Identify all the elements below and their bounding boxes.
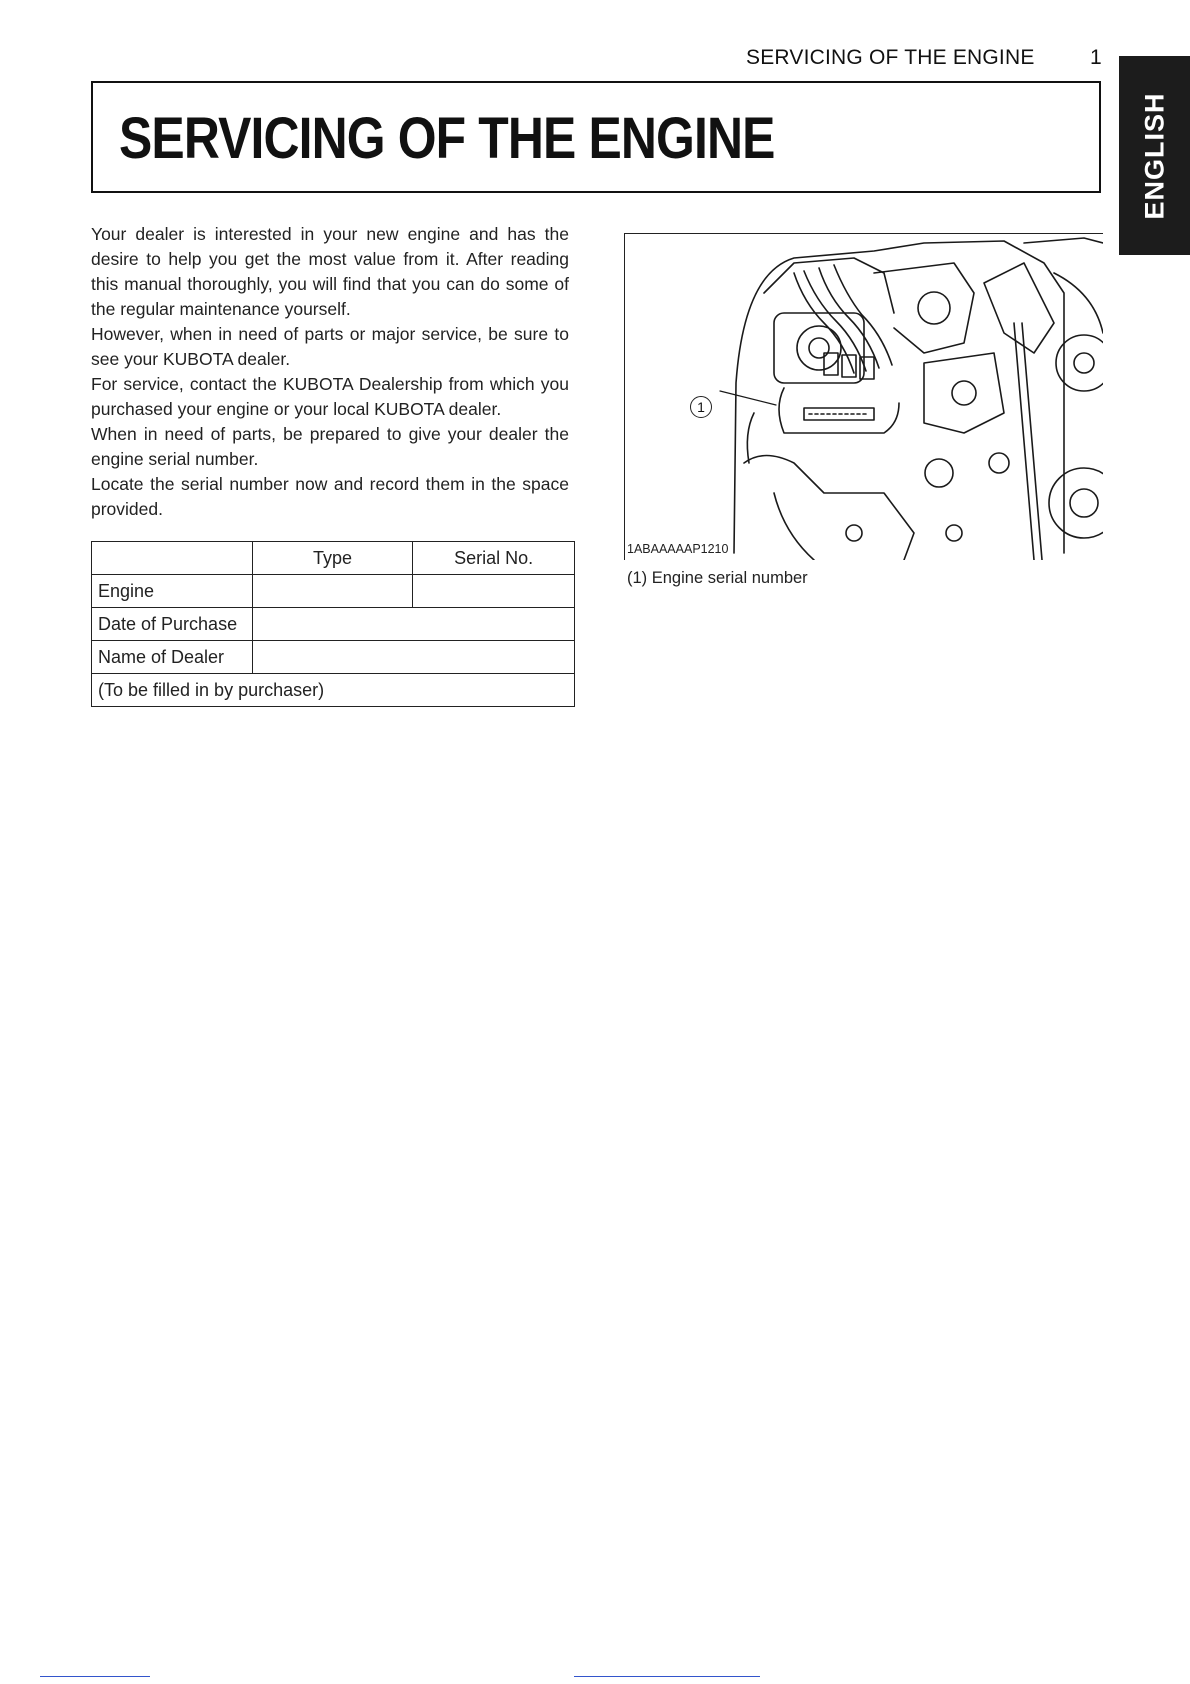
body-paragraph: However, when in need of parts or major service, be sure to see your KUBOTA dealer. [91, 324, 569, 369]
header-cell-type: Type [252, 542, 413, 575]
running-header [740, 46, 1120, 76]
table-row-date [92, 608, 575, 641]
table-header-row [92, 542, 575, 575]
body-paragraph: For service, contact the KUBOTA Dealership from which you purchased your engine or your local KUBOTA dealer. [91, 374, 569, 419]
footer-link-left[interactable] [40, 1676, 150, 1677]
row-label-date: Date of Purchase [92, 608, 253, 641]
body-paragraph: When in need of parts, be prepared to give your dealer the engine serial number. [91, 424, 569, 469]
body-paragraph: Your dealer is interested in your new engine and has the desire to help you get the most value from it. After reading this manual thoroughly, you will find that you can do some of the regular maintenance yourself. [91, 224, 569, 319]
table-row-dealer [92, 641, 575, 674]
running-title: SERVICING OF THE ENGINE [746, 46, 1035, 69]
page-title: SERVICING OF THE ENGINE [119, 106, 775, 171]
footer-link-center[interactable] [574, 1676, 760, 1677]
body-paragraph: Locate the serial number now and record them in the space provided. [91, 474, 569, 519]
engine-type-field[interactable] [252, 575, 413, 608]
row-label-dealer: Name of Dealer [92, 641, 253, 674]
figure-code: 1ABAAAAAP1210 [627, 542, 729, 556]
date-of-purchase-field[interactable] [252, 608, 574, 641]
language-tab [1119, 56, 1190, 255]
table-row-engine [92, 575, 575, 608]
record-table [91, 541, 575, 707]
table-note: (To be filled in by purchaser) [92, 674, 575, 707]
row-label-engine: Engine [92, 575, 253, 608]
engine-serial-field[interactable] [413, 575, 575, 608]
body-text [91, 222, 569, 522]
table-row-note [92, 674, 575, 707]
header-cell-blank [92, 542, 253, 575]
language-tab-label: ENGLISH [1139, 91, 1169, 220]
page-number: 1 [1090, 46, 1102, 69]
title-box [91, 81, 1101, 193]
figure-caption: (1) Engine serial number [627, 569, 808, 587]
header-cell-serial: Serial No. [413, 542, 575, 575]
name-of-dealer-field[interactable] [252, 641, 574, 674]
callout-number: 1 [690, 396, 712, 418]
